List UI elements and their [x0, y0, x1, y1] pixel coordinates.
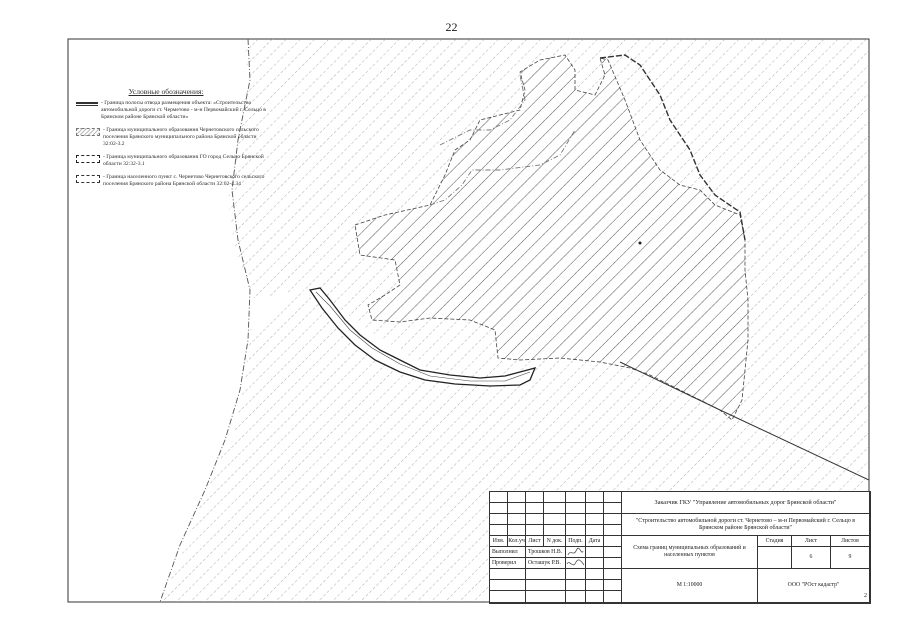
legend-item-municipal: [76, 127, 266, 148]
role-executor: Выполнил: [490, 547, 526, 558]
col-izm: Изм.: [490, 536, 508, 547]
stage-label: Стадия: [758, 536, 792, 547]
signature-executor: [566, 547, 586, 558]
right-of-way-symbol: [76, 102, 98, 106]
col-kol: Кол.уч: [508, 536, 526, 547]
municipal-border-symbol: [76, 128, 100, 136]
legend-title: Условные обозначения:: [128, 87, 204, 96]
sheets-label: Листов: [831, 536, 870, 547]
sheets-value: 9: [831, 547, 870, 569]
sheet-label: Лист: [792, 536, 831, 547]
col-ndok: N док.: [544, 536, 566, 547]
legend-item-settlement: [76, 174, 266, 188]
sheet-value: 6: [792, 547, 831, 569]
project-field: "Строительство автомобильной дороги ст. Чернетово – м-н Первомайский г. Сельцо в Брянском районе Брянской области": [622, 514, 870, 536]
name-checker: Осташук Р.В.: [526, 558, 566, 569]
legend-item-text: - Граница населенного пункт с. Чернетово Чернетовского сельского поселения Брянского района Брянской области 32:02-4.34: [103, 174, 265, 187]
col-podp: Подп.: [566, 536, 586, 547]
signature-checker: [566, 558, 586, 569]
col-list: Лист: [526, 536, 544, 547]
point-mark: [639, 242, 642, 245]
scale-field: М 1:10000: [622, 569, 758, 603]
title-block: [489, 491, 871, 604]
drawing-title: Схема границ муниципальных образований и населенных пунктов: [622, 536, 758, 569]
stage-value: [758, 547, 792, 569]
legend-item-text: - Граница полосы отвода размещения объекта: «Строительство автомобильной дороги ст. Черметово - м-н Первомайский г. Сельцо в Брянском районе Брянской области»: [101, 100, 266, 120]
role-checker: Проверил: [490, 558, 526, 569]
map-legend: [76, 88, 266, 194]
company-field: ООО "РОст кадастр": [758, 569, 870, 603]
format-mark: 2: [864, 593, 867, 599]
legend-item-text: - Граница муниципального образования ГО город Сельцо Брянской области 32:32-3.1: [103, 154, 264, 167]
legend-item-text: - Граница муниципального образования Чернетовского сельского поселения Брянского муниципального района Брянской области 32:02-3.2: [103, 127, 259, 147]
go-border-symbol: [76, 155, 100, 163]
page-number: 22: [445, 20, 458, 34]
settlement-border-symbol: [76, 175, 100, 183]
col-data: Дата: [586, 536, 604, 547]
legend-item-right-of-way: [76, 100, 266, 121]
legend-item-go-border: [76, 154, 266, 168]
customer-field: Заказчик ГКУ "Управление автомобильных дорог Брянской области": [622, 492, 870, 514]
name-executor: Трошков Н.В.: [526, 547, 566, 558]
